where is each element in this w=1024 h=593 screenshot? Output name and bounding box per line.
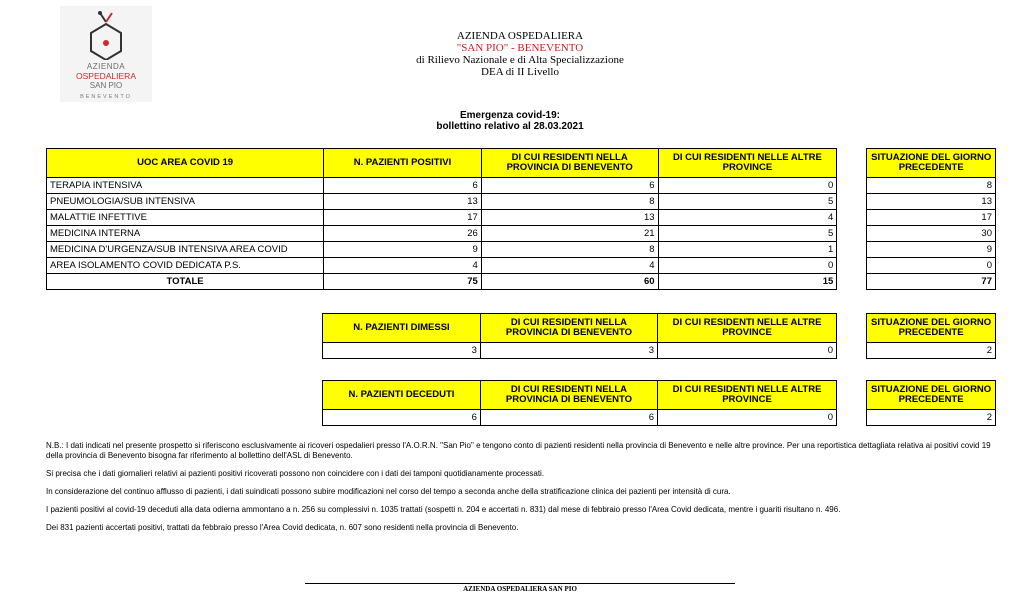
header-residenti-bn: DI CUI RESIDENTI NELLA PROVINCIA DI BENEVENTO: [481, 149, 658, 178]
cell-prec: 17: [867, 210, 996, 226]
cell-total-prec: 77: [867, 274, 996, 290]
header-line-3: di Rilievo Nazionale e di Alta Specializzazione: [416, 54, 624, 66]
cell-total-bn: 60: [481, 274, 658, 290]
cell-total-altre: 15: [658, 274, 837, 290]
header-precedente: SITUAZIONE DEL GIORNO PRECEDENTE: [867, 149, 996, 178]
cell-positivi: 26: [324, 226, 482, 242]
cell-dimessi: 3: [323, 343, 481, 359]
header-precedente: SITUAZIONE DEL GIORNO PRECEDENTE: [867, 314, 996, 343]
document-header: [320, 30, 720, 78]
bulletin-title: [360, 110, 660, 132]
cell-positivi: 17: [324, 210, 482, 226]
header-area: UOC AREA COVID 19: [47, 149, 324, 178]
note-paragraph: Dei 831 pazienti accertati positivi, trattati da febbraio presso l'Area Covid dedicata, n. 607 sono residenti nella provincia di Benevento.: [46, 523, 519, 532]
cell-bn: 21: [481, 226, 658, 242]
logo-text-ospedaliera: OSPEDALIERA: [76, 71, 136, 81]
table-row: [47, 242, 996, 258]
total-row: [47, 274, 996, 290]
cell-altre: 5: [658, 226, 837, 242]
gap-cell: [837, 242, 867, 258]
hospital-logo: [60, 6, 152, 102]
dimessi-table: [322, 313, 996, 359]
table-header-row: [47, 149, 996, 178]
header-deceduti: N. PAZIENTI DECEDUTI: [323, 381, 481, 410]
header-positivi: N. PAZIENTI POSITIVI: [324, 149, 482, 178]
cell-prec: 30: [867, 226, 996, 242]
cell-area: AREA ISOLAMENTO COVID DEDICATA P.S.: [47, 258, 324, 274]
cell-prec: 2: [867, 343, 996, 359]
cell-positivi: 9: [324, 242, 482, 258]
cell-altre: 5: [658, 194, 837, 210]
header-dimessi: N. PAZIENTI DIMESSI: [323, 314, 481, 343]
gap-cell: [837, 149, 867, 178]
header-residenti-bn: DI CUI RESIDENTI NELLA PROVINCIA DI BENEVENTO: [480, 314, 657, 343]
gap-cell: [837, 178, 867, 194]
cell-altre: 0: [658, 178, 837, 194]
header-line-4: DEA di II Livello: [481, 66, 559, 78]
logo-text-sanpio: SAN PIO: [89, 81, 123, 90]
cell-altre: 4: [658, 210, 837, 226]
cell-area: MALATTIE INFETTIVE: [47, 210, 324, 226]
logo-text-azienda: AZIENDA: [86, 62, 126, 71]
bulletin-title-line-2: bollettino relativo al 28.03.2021: [436, 121, 584, 132]
gap-cell: [837, 210, 867, 226]
cell-total-label: TOTALE: [47, 274, 324, 290]
footer-divider: [305, 583, 735, 584]
gap-cell: [837, 194, 867, 210]
cell-prec: 9: [867, 242, 996, 258]
header-residenti-bn: DI CUI RESIDENTI NELLA PROVINCIA DI BENEVENTO: [480, 381, 657, 410]
cell-total-positivi: 75: [324, 274, 482, 290]
bulletin-title-line-1: Emergenza covid-19:: [459, 110, 561, 121]
header-residenti-altre: DI CUI RESIDENTI NELLE ALTRE PROVINCE: [657, 314, 836, 343]
cell-area: MEDICINA D'URGENZA/SUB INTENSIVA AREA COVID: [47, 242, 324, 258]
note-paragraph: In considerazione del continuo afflusso di pazienti, i dati suindicati possono subire modificazioni nel corso del tempo a seconda anche della stratificazione clinica dei pazienti per intensità di cura.: [46, 487, 731, 496]
header-residenti-altre: DI CUI RESIDENTI NELLE ALTRE PROVINCE: [658, 149, 837, 178]
table-row: [47, 210, 996, 226]
cell-deceduti: 6: [323, 410, 481, 426]
cell-bn: 8: [481, 242, 658, 258]
header-line-1: AZIENDA OSPEDALIERA: [456, 30, 584, 42]
cell-altre: 0: [658, 258, 837, 274]
note-paragraph: Si precisa che i dati giornalieri relativi ai pazienti positivi ricoverati possono non coincidere con i dati dei tamponi quotidianamente processati.: [46, 469, 545, 478]
table-header-row: [323, 314, 996, 343]
hexagon-logo-icon: [86, 10, 126, 60]
cell-area: TERAPIA INTENSIVA: [47, 178, 324, 194]
gap-cell: [837, 343, 867, 359]
table-row: [323, 343, 996, 359]
gap-cell: [837, 410, 867, 426]
gap-cell: [837, 258, 867, 274]
cell-bn: 6: [480, 410, 657, 426]
positivi-table: [46, 148, 996, 290]
gap-cell: [837, 381, 867, 410]
cell-bn: 3: [480, 343, 657, 359]
deceduti-table: [322, 380, 996, 426]
table-row: [47, 258, 996, 274]
table-row: [47, 194, 996, 210]
cell-bn: 6: [481, 178, 658, 194]
table-row: [47, 226, 996, 242]
cell-altre: 0: [657, 343, 836, 359]
cell-altre: 0: [657, 410, 836, 426]
header-residenti-altre: DI CUI RESIDENTI NELLE ALTRE PROVINCE: [657, 381, 836, 410]
cell-altre: 1: [658, 242, 837, 258]
header-line-2: "SAN PIO" - BENEVENTO: [456, 42, 584, 54]
footer-text: AZIENDA OSPEDALIERA SAN PIO: [463, 585, 577, 593]
note-paragraph: I pazienti positivi al covid-19 deceduti alla data odierna ammontano a n. 256 su complessivi n. 1035 trattati (sospetti n. 204 e accertati n. 831) dal mese di febbraio presso l'Area Covid dedicata, mentre i guariti risultano n. 496.: [46, 505, 841, 514]
cell-positivi: 13: [324, 194, 482, 210]
cell-positivi: 6: [324, 178, 482, 194]
note-paragraph: N.B.: I dati indicati nel presente prospetto si riferiscono esclusivamente ai ricoveri ospedalieri presso l'A.O.R.N. "San Pio" e tengono conto di pazienti residenti nella provincia di Benevento e nelle altre province. Per una reportistica dettagliata relativa ai positivi covid 19 della provincia di Benevento bisogna far riferimento al bollettino dell'ASL di Benevento.: [46, 441, 991, 460]
cell-bn: 4: [481, 258, 658, 274]
cell-area: MEDICINA INTERNA: [47, 226, 324, 242]
cell-prec: 8: [867, 178, 996, 194]
logo-text-benevento: BENEVENTO: [80, 94, 132, 100]
cell-bn: 8: [481, 194, 658, 210]
cell-positivi: 4: [324, 258, 482, 274]
notes-section: [46, 441, 996, 541]
gap-cell: [837, 314, 867, 343]
cell-prec: 0: [867, 258, 996, 274]
cell-prec: 2: [867, 410, 996, 426]
header-precedente: SITUAZIONE DEL GIORNO PRECEDENTE: [867, 381, 996, 410]
gap-cell: [837, 226, 867, 242]
gap-cell: [837, 274, 867, 290]
table-row: [47, 178, 996, 194]
cell-area: PNEUMOLOGIA/SUB INTENSIVA: [47, 194, 324, 210]
table-header-row: [323, 381, 996, 410]
table-row: [323, 410, 996, 426]
cell-bn: 13: [481, 210, 658, 226]
cell-prec: 13: [867, 194, 996, 210]
